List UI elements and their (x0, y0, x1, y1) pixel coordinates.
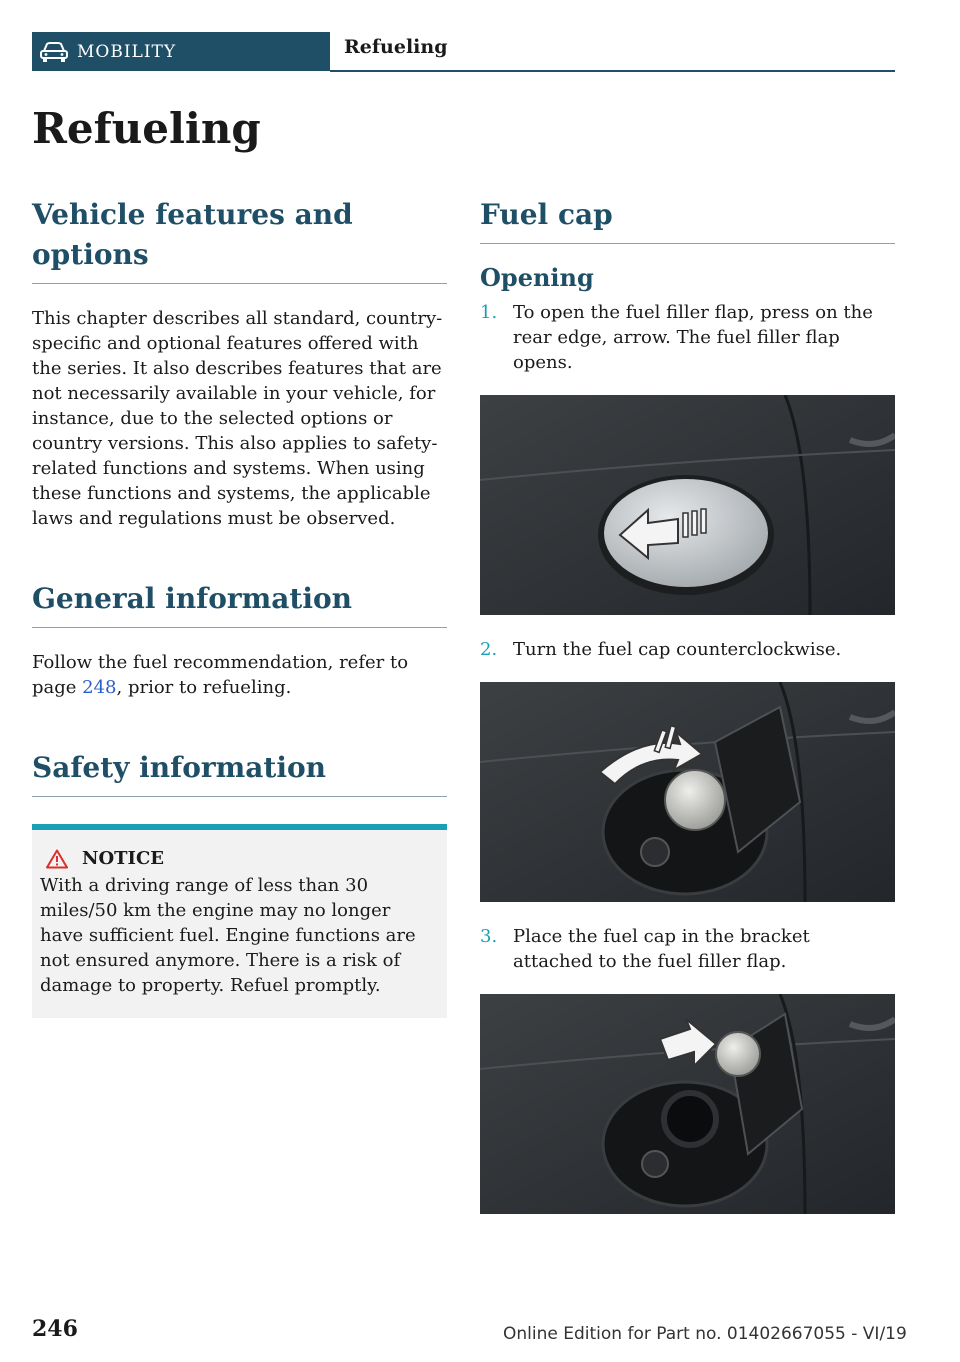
general-text-after: , prior to refueling. (116, 677, 292, 698)
header-rule (330, 70, 895, 72)
step-number: 3. (480, 926, 498, 947)
notice-header (40, 848, 439, 869)
general-text-before: Follow the fuel recommendation, refer to page (32, 652, 409, 698)
edition-note: Online Edition for Part no. 01402667055 - VI/19 (503, 1324, 907, 1344)
heading-safety-information: Safety information (32, 748, 447, 797)
warning-triangle-icon (46, 849, 68, 869)
notice-box (32, 824, 447, 1018)
general-information-text (32, 650, 447, 700)
step-3 (480, 924, 895, 974)
left-column (32, 195, 447, 1018)
page-number: 246 (32, 1316, 78, 1342)
notice-title: NOTICE (82, 848, 164, 869)
page-link[interactable]: 248 (82, 677, 117, 698)
car-icon (39, 41, 69, 63)
step-number: 2. (480, 639, 498, 660)
step-2 (480, 637, 895, 662)
page-title: Refueling (32, 104, 261, 153)
photo-turn-fuel-cap (480, 682, 895, 902)
right-column (480, 195, 895, 1214)
section-label: MOBILITY (77, 41, 177, 62)
step-text: Place the fuel cap in the bracket attached to the fuel filler flap. (513, 926, 810, 972)
vehicle-features-text: This chapter describes all standard, country-specific and optional features offered with the series. It also describes features that are not necessarily available in your vehicle, for instance, due to the selected options or country versions. This also applies to safety-related functions and systems. When using these functions and systems, the applicable laws and regulations must be observed. (32, 308, 443, 529)
notice-text: With a driving range of less than 30 miles/50 km the engine may no longer have sufficient fuel. Engine functions are not ensured anymore. There is a risk of damage to property. Refuel promptly. (40, 875, 416, 996)
heading-opening: Opening (480, 263, 594, 292)
heading-fuel-cap: Fuel cap (480, 195, 895, 244)
step-number: 1. (480, 302, 498, 323)
step-text: Turn the fuel cap counterclockwise. (513, 639, 842, 660)
heading-vehicle-features: Vehicle features and options (32, 195, 447, 284)
step-text: To open the fuel filler flap, press on the rear edge, arrow. The fuel filler flap opens. (513, 302, 873, 373)
heading-general-information: General information (32, 579, 447, 628)
chapter-label: Refueling (344, 36, 448, 58)
photo-cap-in-bracket (480, 994, 895, 1214)
section-tab (32, 32, 330, 71)
photo-fuel-flap-closed (480, 395, 895, 615)
step-1 (480, 300, 895, 375)
